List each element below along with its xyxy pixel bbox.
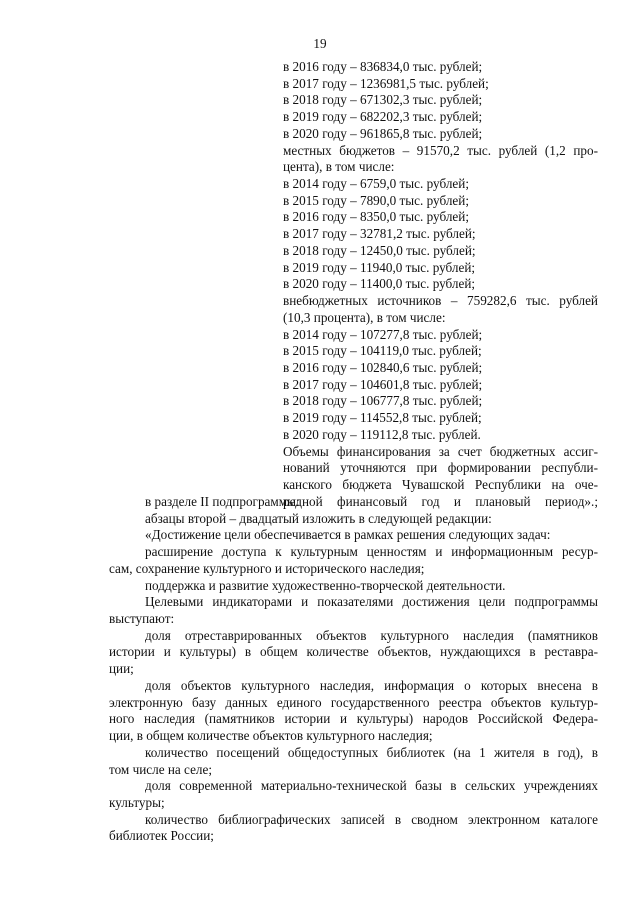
body-line: доля отреставрированных объектов культурного наследия (памятников [145,627,598,643]
body-line: электронную базу данных единого государственного реестра объектов культур- [109,694,598,710]
financing-line: в 2017 году – 1236981,5 тыс. рублей; [283,75,489,91]
financing-line: редной финансовый год и плановый период».; [283,493,598,509]
body-line: доля объектов культурного наследия, информация о которых внесена в [145,677,598,693]
financing-line: в 2014 году – 6759,0 тыс. рублей; [283,176,469,192]
financing-line: в 2018 году – 12450,0 тыс. рублей; [283,242,476,258]
page-number: 19 [313,36,327,51]
financing-line: внебюджетных источников – 759282,6 тыс. рублей [283,293,598,309]
body-line: сам, сохранение культурного и исторического наследия; [109,560,425,576]
financing-line: в 2019 году – 682202,3 тыс. рублей; [283,109,483,125]
financing-line: в 2016 году – 8350,0 тыс. рублей; [283,209,469,225]
financing-volumes-block [283,59,598,510]
financing-line: в 2020 году – 11400,0 тыс. рублей; [283,276,476,292]
body-line: истории и культуры) в общем количестве объектов, нуждающихся в реставра- [109,644,598,660]
financing-line: в 2020 году – 961865,8 тыс. рублей; [283,125,483,141]
financing-line: в 2019 году – 114552,8 тыс. рублей; [283,410,482,426]
body-line: библиотек России; [109,828,214,844]
body-line: выступают: [109,611,175,627]
body-line: ции, в общем количестве объектов культурного наследия; [109,728,433,744]
financing-line: нований уточняются при формировании республи- [283,460,598,476]
financing-line: в 2016 году – 102840,6 тыс. рублей; [283,359,483,375]
financing-line: в 2014 году – 107277,8 тыс. рублей; [283,326,483,342]
body-line: культуры; [109,794,165,810]
body-line: ции; [109,661,134,677]
financing-line: в 2019 году – 11940,0 тыс. рублей; [283,259,476,275]
financing-line: канского бюджета Чувашской Республики на оче- [283,476,598,492]
financing-line: в 2015 году – 104119,0 тыс. рублей; [283,343,482,359]
financing-line: в 2018 году – 106777,8 тыс. рублей; [283,393,483,409]
financing-line: в 2020 году – 119112,8 тыс. рублей. [283,426,481,442]
financing-line: в 2017 году – 104601,8 тыс. рублей; [283,376,483,392]
financing-line: Объемы финансирования за счет бюджетных ассиг- [283,443,598,459]
subprogram-section-text [109,494,598,845]
financing-line: в 2016 году – 836834,0 тыс. рублей; [283,59,483,74]
financing-line: в 2015 году – 7890,0 тыс. рублей; [283,192,469,208]
body-line: количество библиографических записей в сводном электронном каталоге [145,811,598,827]
financing-line: цента), в том числе: [283,159,395,175]
body-line: поддержка и развитие художественно-творческой деятельности. [145,577,506,593]
body-line: Целевыми индикаторами и показателями достижения цели подпрограммы [145,594,598,610]
financing-line: в 2018 году – 671302,3 тыс. рублей; [283,92,483,108]
financing-line: в 2017 году – 32781,2 тыс. рублей; [283,226,476,242]
body-line: том числе на селе; [109,761,213,777]
body-line: расширение доступа к культурным ценностям и информационным ресур- [145,544,598,560]
financing-line: (10,3 процента), в том числе: [283,309,446,325]
financing-line: местных бюджетов – 91570,2 тыс. рублей (1,2 про- [283,142,598,158]
body-line: в разделе II подпрограммы: [145,494,300,509]
body-line: доля современной материально-технической базы в сельских учреждениях [145,778,598,794]
body-line: «Достижение цели обеспечивается в рамках решения следующих задач: [145,527,551,543]
body-line: абзацы второй – двадцатый изложить в следующей редакции: [145,510,492,526]
body-line: ного наследия (памятников истории и культуры) народов Российской Федера- [109,711,598,727]
body-line: количество посещений общедоступных библиотек (на 1 жителя в год), в [145,744,598,760]
